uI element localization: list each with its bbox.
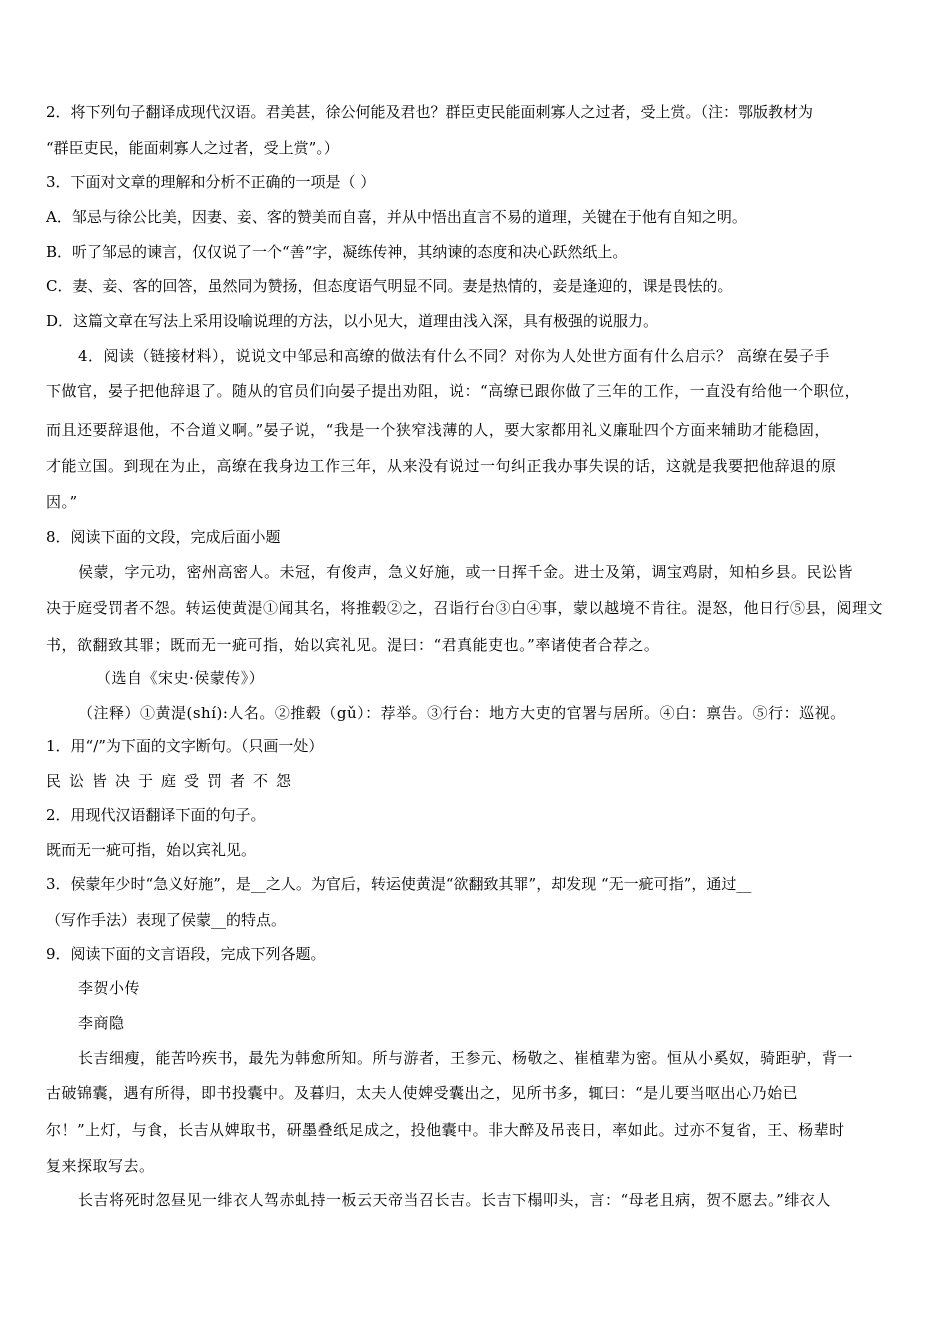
q8-sub3-line-2: （写作手法）表现了侯蒙__的特点。 [46, 911, 287, 929]
q8-passage-line-2: 决于庭受罚者不怨。转运使黄湜①闻其名，将推毂②之，召诣行台③白④事，蒙以越境不肯往。湜怒，他日行⑤县，阅理文 [46, 599, 884, 617]
q4-line-2: 下做官，晏子把他辞退了。随从的官员们向晏子提出劝阻，说：“高缭已跟你做了三年的工作，一直没有给他一个职位， [46, 382, 861, 400]
q4-line-1: 4．阅读（链接材料），说说文中邹忌和高缭的做法有什么不同？对你为人处世方面有什么启示？ 高缭在晏子手 [78, 347, 830, 365]
q3-stem: 3．下面对文章的理解和分析不正确的一项是（ ） [46, 173, 376, 191]
q8-stem: 8．阅读下面的文段，完成后面小题 [46, 528, 281, 546]
q8-passage-line-3: 书，欲翻致其罪；既而无一疵可指，始以宾礼见。湜曰：“君真能吏也。”率诸使者合荐之。 [46, 636, 660, 654]
q8-sub1-text: 民讼皆决于庭受罚者不怨 [46, 772, 300, 790]
q3-option-a: A．邹忌与徐公比美，因妻、妾、客的赞美而自喜，并从中悟出直言不易的道理，关键在于他有自知之明。 [46, 208, 747, 226]
q9-title: 李贺小传 [78, 979, 141, 997]
q2-line-2: “群臣吏民，能面刺寡人之过者，受上赏”。） [46, 139, 339, 157]
q4-line-3: 而且还要辞退他，不合道义啊。”晏子说，“我是一个狭窄浅薄的人，要大家都用礼义廉耻四个方面来辅助才能稳固， [46, 421, 830, 439]
q2-line-1: 2．将下列句子翻译成现代汉语。君美甚，徐公何能及君也？群臣吏民能面刺寡人之过者，受上赏。（注：鄂版教材为 [46, 103, 814, 121]
q9-author: 李商隐 [78, 1014, 125, 1032]
q8-sub1-stem: 1．用“/”为下面的文字断句。（只画一处） [46, 737, 324, 755]
q3-option-b: B．听了邹忌的谏言，仅仅说了一个“善”字，凝练传神，其纳谏的态度和决心跃然纸上。 [46, 243, 628, 261]
q4-line-4: 才能立国。到现在为止，高缭在我身边工作三年，从来没有说过一句纠正我办事失误的话，这就是我要把他辞退的原 [46, 457, 837, 475]
q9-passage-line-5: 长吉将死时忽昼见一绯衣人驾赤虬持一板云天帝当召长吉。长吉下榻叩头，言：“母老且病，贺不愿去。”绯衣人 [78, 1191, 831, 1209]
q8-passage-line-1: 侯蒙，字元功，密州高密人。未冠，有俊声，急义好施，或一日挥千金。进士及第，调宝鸡尉，知柏乡县。民讼皆 [78, 563, 854, 581]
q3-option-d: D．这篇文章在写法上采用设喻说理的方法，以小见大，道理由浅入深，具有极强的说服力。 [46, 312, 659, 330]
q8-source: （选自《宋史·侯蒙传》） [96, 669, 265, 687]
q8-sub2-stem: 2．用现代汉语翻译下面的句子。 [46, 806, 266, 824]
q8-notes: （注释）①黄湜(shí):人名。②推毂（gǔ）：荐举。③行台：地方大吏的官署与居所。④白：禀告。⑤行：巡视。 [78, 704, 846, 722]
q4-line-5: 因。” [46, 493, 78, 511]
q9-passage-line-3: 尔！”上灯，与食，长吉从婢取书，研墨叠纸足成之，投他囊中。非大醉及吊丧日，率如此。过亦不复省，王、杨辈时 [46, 1121, 845, 1139]
q9-passage-line-2: 古破锦囊，遇有所得，即书投囊中。及暮归，太夫人使婢受囊出之，见所书多，辄曰：“是儿要当呕出心乃始已 [46, 1084, 799, 1102]
q8-sub2-sentence: 既而无一疵可指，始以宾礼见。 [46, 841, 257, 859]
q9-passage-line-4: 复来探取写去。 [46, 1157, 155, 1175]
q3-option-c: C．妻、妾、客的回答，虽然同为赞扬，但态度语气明显不同。妻是热情的，妾是逢迎的，课是畏怯的。 [46, 277, 733, 295]
q9-passage-line-1: 长吉细瘦，能苦吟疾书，最先为韩愈所知。所与游者，王参元、杨敬之、崔植辈为密。恒从小奚奴，骑距驴，背一 [78, 1049, 854, 1067]
q8-sub3-line-1: 3．侯蒙年少时“急义好施”，是__之人。为官后，转运使黄湜“欲翻致其罪”，却发现 “无一疵可指”，通过__ [46, 875, 752, 893]
q9-stem: 9．阅读下面的文言语段，完成下列各题。 [46, 945, 326, 963]
